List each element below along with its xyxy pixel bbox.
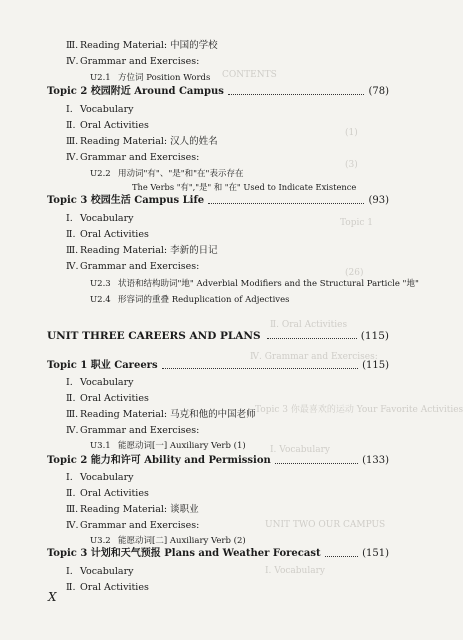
bleed-through-text: Topic 3 你最喜欢的运动 Your Favorite Activities	[255, 405, 463, 415]
topic-title: Topic 1 职业 Careers	[47, 360, 158, 371]
toc-entry	[66, 136, 218, 148]
entry-numeral: Ⅲ.	[66, 136, 79, 147]
toc-entry	[66, 377, 134, 389]
entry-text: Oral Activities	[80, 488, 149, 499]
bleed-through-text: (1)	[345, 128, 358, 138]
entry-numeral: Ⅰ.	[66, 213, 73, 224]
dot-leader	[228, 86, 365, 95]
topic-heading	[47, 455, 389, 467]
toc-entry	[66, 213, 134, 225]
subentry-text: 状语和结构助词"地" Adverbial Modifiers and the Structural Particle "地"	[118, 279, 419, 289]
subentry-text: 形容词的重叠 Reduplication of Adjectives	[118, 295, 290, 305]
entry-numeral: Ⅳ.	[66, 261, 79, 272]
entry-text: Grammar and Exercises:	[80, 152, 200, 163]
dot-leader	[162, 360, 359, 369]
entry-text: Reading Material: 谈职业	[80, 504, 199, 515]
entry-numeral: Ⅳ.	[66, 425, 79, 436]
dot-leader	[325, 548, 359, 557]
toc-entry	[66, 409, 256, 421]
topic-heading	[47, 548, 389, 560]
topic-title: Topic 2 校园附近 Around Campus	[47, 86, 224, 97]
entry-text: Oral Activities	[80, 120, 149, 131]
bleed-through-text: Ⅱ. Oral Activities	[270, 320, 348, 330]
entry-text: Reading Material: 马克和他的中国老师	[80, 409, 256, 420]
entry-text: Reading Material: 李新的日记	[80, 245, 218, 256]
toc-entry	[66, 56, 199, 68]
entry-text: Vocabulary	[80, 472, 134, 483]
entry-text: Oral Activities	[80, 229, 149, 240]
subentry-code: U2.3	[90, 279, 111, 289]
entry-numeral: Ⅱ.	[66, 120, 76, 131]
entry-numeral: Ⅰ.	[66, 104, 73, 115]
entry-text: Grammar and Exercises:	[80, 425, 200, 436]
toc-subentry	[90, 535, 246, 547]
toc-entry	[66, 40, 218, 52]
subentry-text: 能愿动词[二] Auxiliary Verb (2)	[118, 536, 246, 546]
entry-text: Reading Material: 中国的学校	[80, 40, 218, 51]
unit-heading	[47, 330, 389, 342]
bleed-through-text: UNIT TWO OUR CAMPUS	[265, 520, 386, 530]
entry-numeral: Ⅱ.	[66, 488, 76, 499]
topic-title: Topic 3 计划和天气预报 Plans and Weather Forecast	[47, 548, 321, 559]
dot-leader	[275, 455, 358, 464]
toc-entry	[66, 488, 149, 500]
bleed-through-text: Ⅰ. Vocabulary	[270, 445, 330, 455]
toc-entry	[66, 229, 149, 241]
page-number: (151)	[362, 548, 389, 559]
subentry-text: 用动词"有"、"是"和"在"表示存在	[118, 169, 244, 179]
toc-subentry	[90, 72, 210, 84]
subentry-code: U3.2	[90, 536, 111, 546]
toc-entry	[66, 520, 199, 532]
topic-title: Topic 3 校园生活 Campus Life	[47, 195, 205, 206]
toc-entry	[66, 104, 134, 116]
entry-text: Vocabulary	[80, 104, 134, 115]
toc-subentry	[90, 294, 289, 306]
entry-numeral: Ⅲ.	[66, 40, 79, 51]
page-number: (93)	[368, 195, 389, 206]
entry-text: Grammar and Exercises:	[80, 56, 200, 67]
toc-entry	[66, 472, 134, 484]
topic-title: Topic 2 能力和许可 Ability and Permission	[47, 455, 271, 466]
toc-entry	[66, 261, 199, 273]
entry-numeral: Ⅳ.	[66, 152, 79, 163]
dot-leader	[267, 330, 357, 339]
entry-text: Vocabulary	[80, 213, 134, 224]
page-number: (78)	[368, 86, 389, 97]
toc-entry	[66, 120, 149, 132]
entry-numeral: Ⅲ.	[66, 245, 79, 256]
entry-numeral: Ⅲ.	[66, 504, 79, 515]
entry-numeral: Ⅱ.	[66, 229, 76, 240]
bleed-through-text: Ⅰ. Vocabulary	[265, 566, 325, 576]
toc-subentry	[90, 278, 419, 290]
toc-subentry	[90, 168, 243, 180]
toc-entry	[66, 393, 149, 405]
subentry-text: 能愿动词[一] Auxiliary Verb (1)	[118, 441, 246, 451]
toc-entry	[66, 152, 199, 164]
page-number: (115)	[362, 360, 389, 371]
entry-numeral: Ⅱ.	[66, 582, 76, 593]
page-number: (133)	[362, 455, 389, 466]
entry-text: Grammar and Exercises:	[80, 520, 200, 531]
page-number: (115)	[360, 330, 389, 342]
dot-leader	[208, 195, 364, 204]
entry-numeral: Ⅳ.	[66, 520, 79, 531]
entry-text: Reading Material: 汉人的姓名	[80, 136, 218, 147]
toc-entry	[66, 425, 199, 437]
entry-text: Vocabulary	[80, 566, 134, 577]
unit-title: UNIT THREE CAREERS AND PLANS	[47, 330, 261, 342]
subentry-text: 方位词 Position Words	[118, 73, 211, 83]
topic-heading	[47, 86, 389, 98]
toc-entry	[66, 245, 218, 257]
topic-heading	[47, 195, 389, 207]
toc-entry	[66, 582, 149, 594]
bleed-through-text: CONTENTS	[222, 70, 277, 80]
toc-subentry-continuation: The Verbs "有","是" 和 "在" Used to Indicate Existence	[132, 182, 357, 192]
folio-numeral: X	[48, 590, 57, 604]
bleed-through-text: Topic 1	[340, 218, 373, 228]
entry-text: Vocabulary	[80, 377, 134, 388]
bleed-through-text: Ⅳ. Grammar and Exercises:	[250, 352, 378, 362]
entry-numeral: Ⅰ.	[66, 472, 73, 483]
toc-entry	[66, 566, 134, 578]
bleed-through-text: (3)	[345, 160, 358, 170]
entry-text: Oral Activities	[80, 582, 149, 593]
entry-numeral: Ⅱ.	[66, 393, 76, 404]
entry-numeral: Ⅳ.	[66, 56, 79, 67]
entry-numeral: Ⅰ.	[66, 566, 73, 577]
subentry-code: U2.4	[90, 295, 111, 305]
toc-entry	[66, 504, 199, 516]
bleed-through-text: (26)	[345, 268, 364, 278]
subentry-code: U2.1	[90, 73, 111, 83]
subentry-code: U2.2	[90, 169, 111, 179]
toc-subentry	[90, 440, 246, 452]
subentry-code: U3.1	[90, 441, 111, 451]
entry-text: Grammar and Exercises:	[80, 261, 200, 272]
entry-text: Oral Activities	[80, 393, 149, 404]
entry-numeral: Ⅰ.	[66, 377, 73, 388]
entry-numeral: Ⅲ.	[66, 409, 79, 420]
topic-heading	[47, 360, 389, 372]
